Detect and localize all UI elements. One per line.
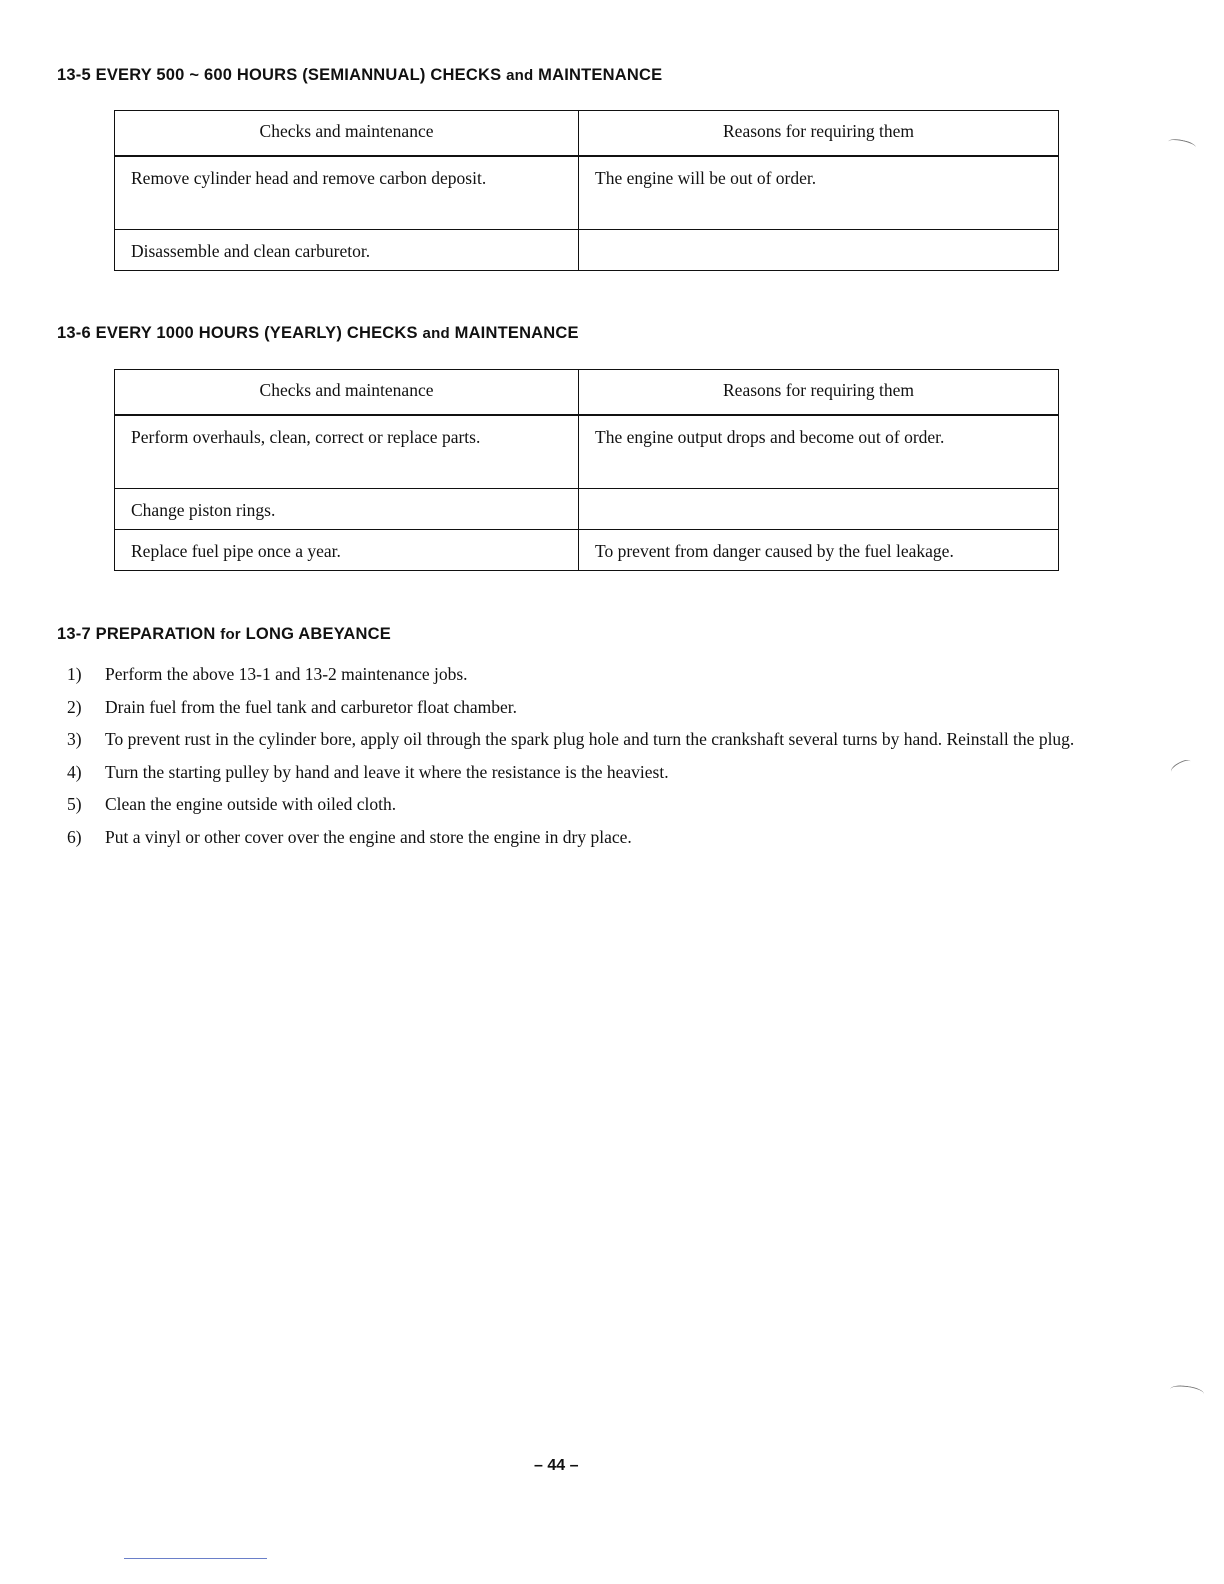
long-abeyance-steps bbox=[64, 658, 1094, 853]
list-item bbox=[64, 756, 1094, 789]
heading-end: MAINTENANCE bbox=[454, 324, 579, 342]
section-13-7-heading bbox=[57, 625, 391, 644]
heading-end: LONG ABEYANCE bbox=[245, 625, 391, 643]
step-number: 5) bbox=[67, 794, 82, 814]
list-item bbox=[64, 691, 1094, 724]
list-item bbox=[64, 788, 1094, 821]
heading-main: 13-6 EVERY 1000 HOURS (YEARLY) CHECKS bbox=[57, 324, 418, 342]
table-header-row bbox=[115, 370, 1059, 416]
check-cell: Change piston rings. bbox=[115, 489, 579, 530]
heading-main: 13-5 EVERY 500 ~ 600 HOURS (SEMIANNUAL) CHECKS bbox=[57, 66, 502, 84]
list-item bbox=[64, 821, 1094, 854]
table-header-row bbox=[115, 111, 1059, 157]
step-number: 2) bbox=[67, 696, 82, 717]
list-item bbox=[64, 723, 1094, 756]
step-number: 6) bbox=[67, 826, 82, 847]
step-text: Drain fuel from the fuel tank and carburetor float chamber. bbox=[105, 696, 518, 717]
check-cell: Disassemble and clean carburetor. bbox=[115, 230, 579, 271]
step-number: 4) bbox=[67, 761, 82, 782]
column-header-reasons: Reasons for requiring them bbox=[579, 111, 1059, 157]
step-text: Turn the starting pulley by hand and leave it where the resistance is the heaviest. bbox=[105, 761, 669, 782]
reason-cell: The engine will be out of order. bbox=[579, 156, 1059, 230]
reason-cell bbox=[579, 230, 1059, 271]
step-number: 1) bbox=[67, 664, 82, 684]
check-cell: Perform overhauls, clean, correct or replace parts. bbox=[115, 415, 579, 489]
scan-mark bbox=[1169, 757, 1193, 775]
heading-main: 13-7 PREPARATION bbox=[57, 625, 216, 643]
check-cell: Replace fuel pipe once a year. bbox=[115, 530, 579, 571]
reason-cell bbox=[579, 489, 1059, 530]
heading-connector: and bbox=[422, 325, 450, 342]
yearly-maintenance-table bbox=[114, 369, 1059, 571]
step-number: 3) bbox=[67, 729, 82, 749]
step-text: Clean the engine outside with oiled cloth. bbox=[105, 794, 397, 814]
step-text: Put a vinyl or other cover over the engine and store the engine in dry place. bbox=[105, 826, 632, 847]
heading-end: MAINTENANCE bbox=[538, 66, 663, 84]
table-row bbox=[115, 156, 1059, 230]
check-cell: Remove cylinder head and remove carbon deposit. bbox=[115, 156, 579, 230]
table-row bbox=[115, 230, 1059, 271]
reason-cell: To prevent from danger caused by the fuel leakage. bbox=[579, 530, 1059, 571]
bottom-rule bbox=[124, 1558, 267, 1559]
semiannual-maintenance-table bbox=[114, 110, 1059, 271]
step-text: To prevent rust in the cylinder bore, apply oil through the spark plug hole and turn the crankshaft several turns by hand. Reinstall the plug. bbox=[105, 729, 1075, 749]
reason-cell: The engine output drops and become out of order. bbox=[579, 415, 1059, 489]
heading-connector: and bbox=[506, 67, 534, 84]
column-header-checks: Checks and maintenance bbox=[115, 370, 579, 416]
table-row bbox=[115, 530, 1059, 571]
scan-mark bbox=[1169, 1384, 1204, 1400]
column-header-checks: Checks and maintenance bbox=[115, 111, 579, 157]
section-13-6-heading bbox=[57, 324, 579, 343]
table-row bbox=[115, 415, 1059, 489]
scan-mark bbox=[1167, 137, 1196, 152]
table-row bbox=[115, 489, 1059, 530]
heading-connector: for bbox=[220, 626, 241, 643]
page-number: – 44 – bbox=[534, 1457, 579, 1474]
section-13-5-heading bbox=[57, 66, 662, 85]
column-header-reasons: Reasons for requiring them bbox=[579, 370, 1059, 416]
step-text: Perform the above 13-1 and 13-2 maintenance jobs. bbox=[105, 664, 468, 684]
list-item bbox=[64, 658, 1094, 691]
